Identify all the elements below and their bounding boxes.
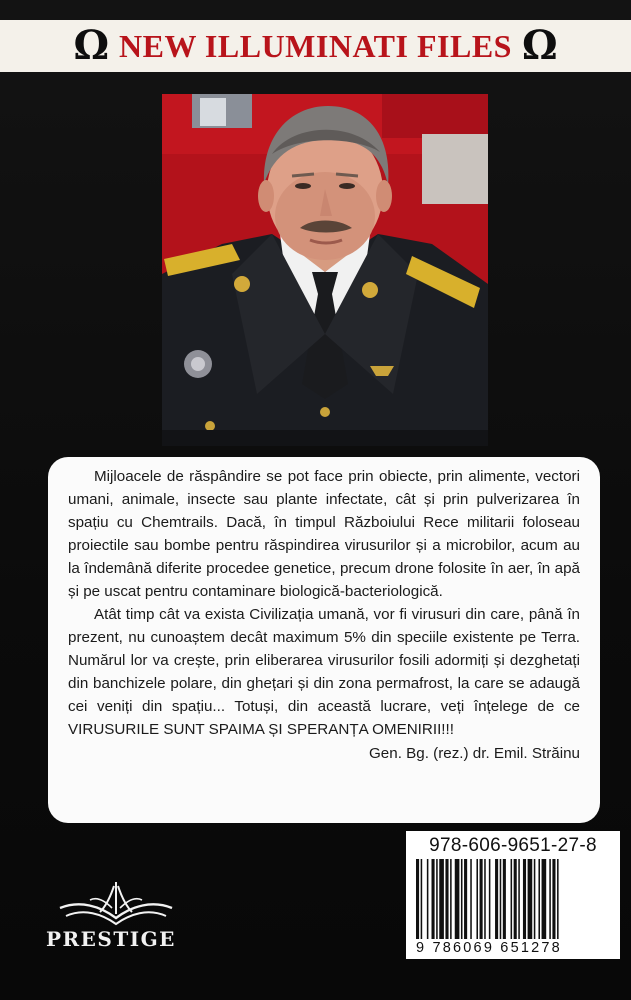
barcode-bar [511,859,513,939]
series-title: NEW ILLUMINATI FILES [119,27,512,64]
barcode-bar [523,859,526,939]
barcode-bar [427,859,429,939]
isbn-barcode [406,831,620,959]
blurb-text-box [48,457,600,823]
barcode-bars [412,859,614,939]
barcode-bar [436,859,438,939]
series-banner [0,20,631,72]
barcode-digits: 9 786069 651278 [416,940,562,956]
barcode-bar [557,859,559,939]
barcode-bar [484,859,486,939]
barcode-bar [416,859,419,939]
blurb-paragraph-2: Atât timp cât va exista Civilizația umană, vor fi virusuri din care, până în prezent, nu cunoaștem decât maximum 5% din speciile existente pe Terra. Numărul lor va crește, prin eliberarea virusurilor fosili adormiți și dezghetați din banchizele polare, din ghețari și din zona permafrost, la care se adaugă cei veniți din spațiu... Totuși, din această lucrare, veți înțelege de ce VIRUSURILE SUNT SPAIMA ȘI SPERANȚA OMENIRII!!! [68,606,580,738]
barcode-bar [528,859,533,939]
barcode-bar [480,859,483,939]
barcode-bar [514,859,517,939]
barcode-bar [518,859,520,939]
barcode-bar [538,859,540,939]
barcode-bar [450,859,452,939]
omega-emblem-right-icon: Ω [521,22,558,69]
publisher-logo [40,878,190,958]
barcode-bar [455,859,460,939]
barcode-bar [476,859,478,939]
barcode-bar [445,859,448,939]
barcode-bar [432,859,435,939]
portrait-illustration [162,94,488,446]
barcode-bar [495,859,498,939]
barcode-bar [549,859,551,939]
barcode-bar [461,859,463,939]
barcode-bar [500,859,502,939]
publisher-name: PRESTIGE [46,927,176,951]
barcode-bar [534,859,536,939]
barcode-bar [464,859,467,939]
isbn-number: 978-606-9651-27-8 [429,835,597,856]
barcode-bar [503,859,506,939]
barcode-bar [439,859,444,939]
open-book-icon [40,878,190,928]
omega-emblem-left-icon: Ω [73,22,110,69]
author-signature: Gen. Bg. (rez.) dr. Emil. Străinu [368,745,580,762]
barcode-bar [542,859,547,939]
barcode-bar [552,859,555,939]
barcode-bar [489,859,491,939]
blurb-paragraph-1: Mijloacele de răspândire se pot face prin obiecte, prin alimente, vectori umani, animale, insecte sau plante infectate, cât și prin pulverizarea în spațiu cu Chemtrails. Dacă, în timpul Războiului Rece militarii foloseau proiectile sau bombe pentru răspindirea virusurilor și a microbilor, acum au la îndemână diferite procedee genetice, precum drone folosite în aer, în apă și pe uscat pentru contaminare biologică-bacteriologică. [68,468,580,600]
author-portrait-photo [162,94,488,446]
barcode-bar [470,859,472,939]
barcode-bar [421,859,423,939]
